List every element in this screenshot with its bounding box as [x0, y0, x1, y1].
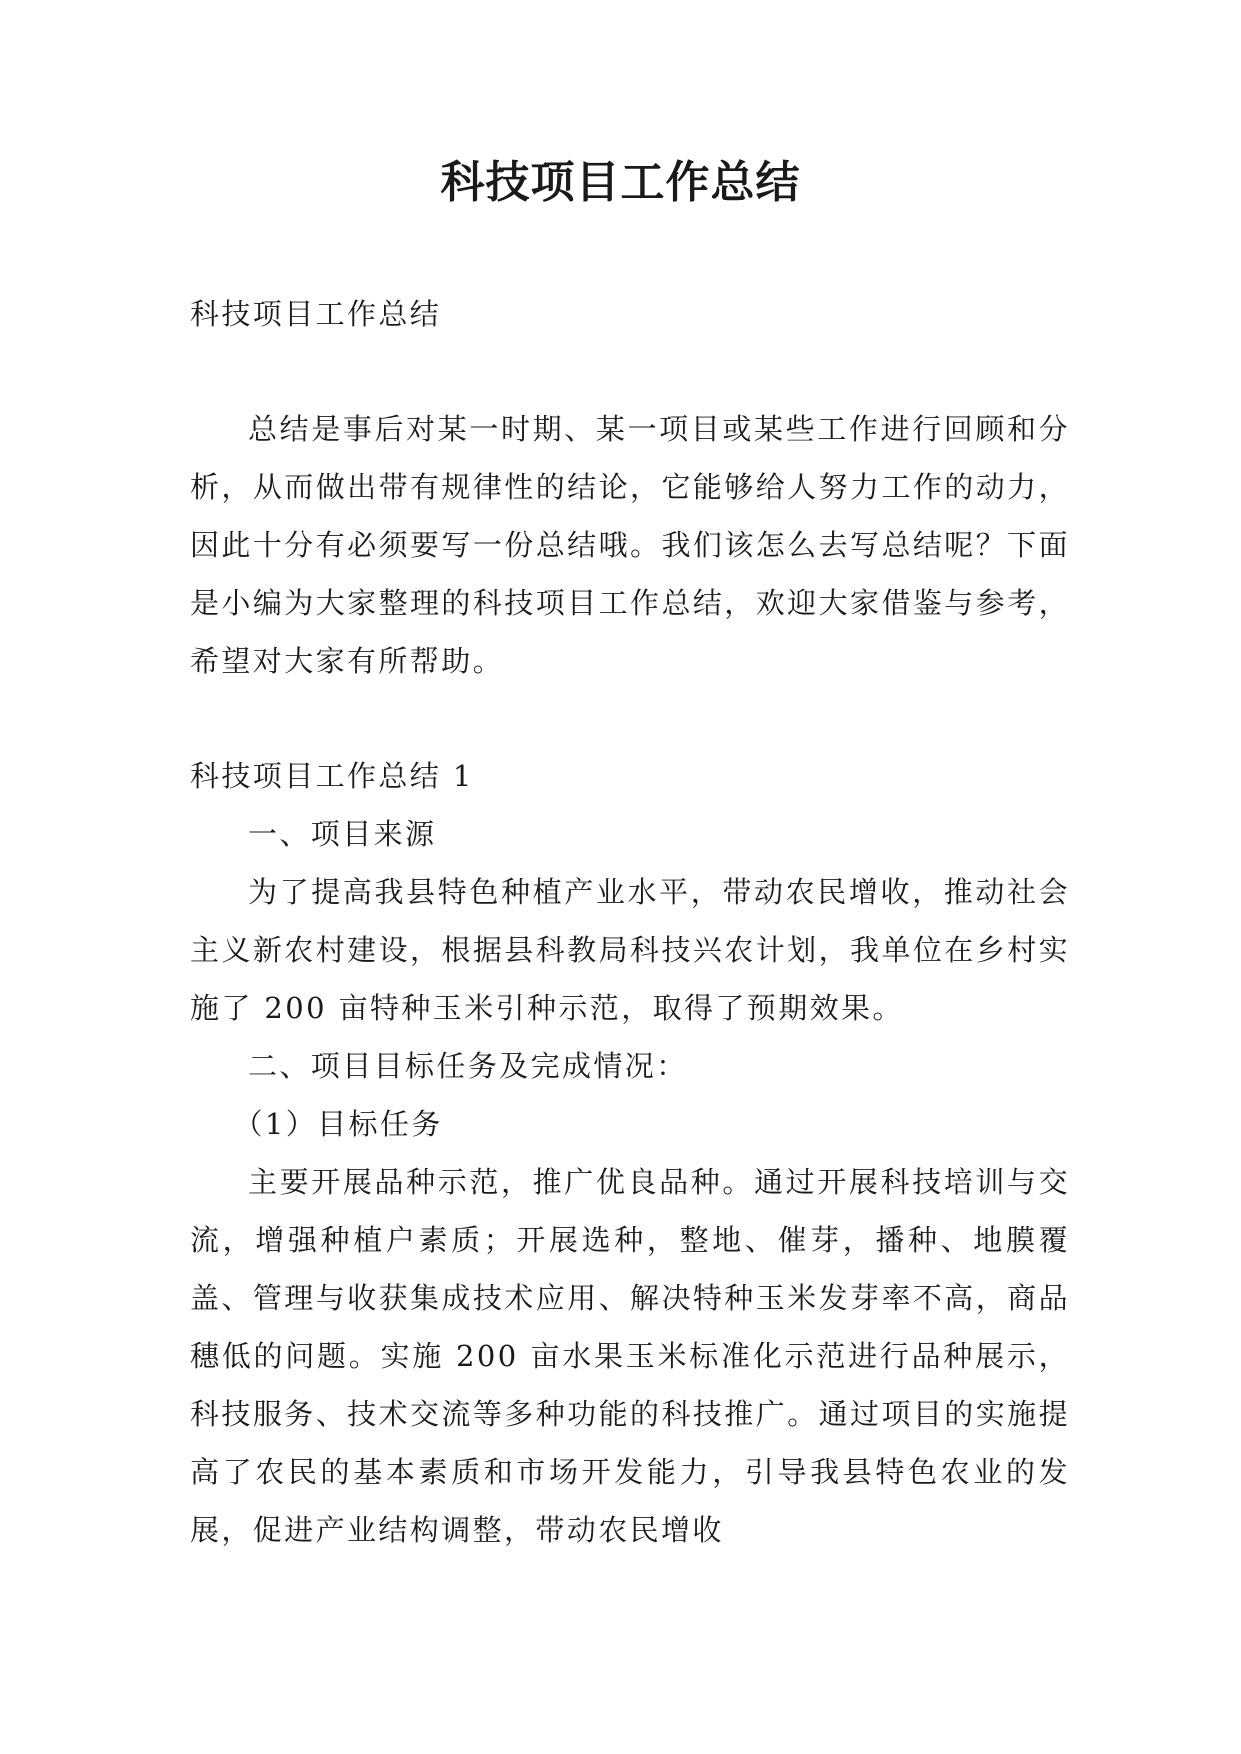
intro-paragraph: 总结是事后对某一时期、某一项目或某些工作进行回顾和分析，从而做出带有规律性的结论，它能够给人努力工作的动力，因此十分有必须要写一份总结哦。我们该怎么去写总结呢？下面是小编为大家整理的科技项目工作总结，欢迎大家借鉴与参考，希望对大家有所帮助。	[190, 412, 1070, 678]
document-title: 科技项目工作总结	[440, 157, 801, 208]
section-title: 科技项目工作总结 1	[190, 759, 474, 793]
document-subtitle: 科技项目工作总结	[190, 297, 442, 331]
heading-project-source: 一、项目来源	[248, 817, 437, 851]
section-content	[190, 805, 1070, 1559]
paragraph-target-tasks: 主要开展品种示范，推广优良品种。通过开展科技培训与交流，增强种植户素质；开展选种，整地、催芽，播种、地膜覆盖、管理与收获集成技术应用、解决特种玉米发芽率不高，商品穗低的问题。实施 200 亩水果玉米标准化示范进行品种展示，科技服务、技术交流等多种功能的科技推广。通过项目的实施提高了农民的基本素质和市场开发能力，引导我县特色农业的发展，促进产业结构调整，带动农民增收	[190, 1165, 1070, 1547]
subheading-target-tasks: （1）目标任务	[233, 1107, 443, 1141]
heading-goals-completion: 二、项目目标任务及完成情况：	[248, 1049, 688, 1083]
paragraph-project-source: 为了提高我县特色种植产业水平，带动农民增收，推动社会主义新农村建设，根据县科教局科技兴农计划，我单位在乡村实施了 200 亩特种玉米引种示范，取得了预期效果。	[190, 875, 1070, 1025]
